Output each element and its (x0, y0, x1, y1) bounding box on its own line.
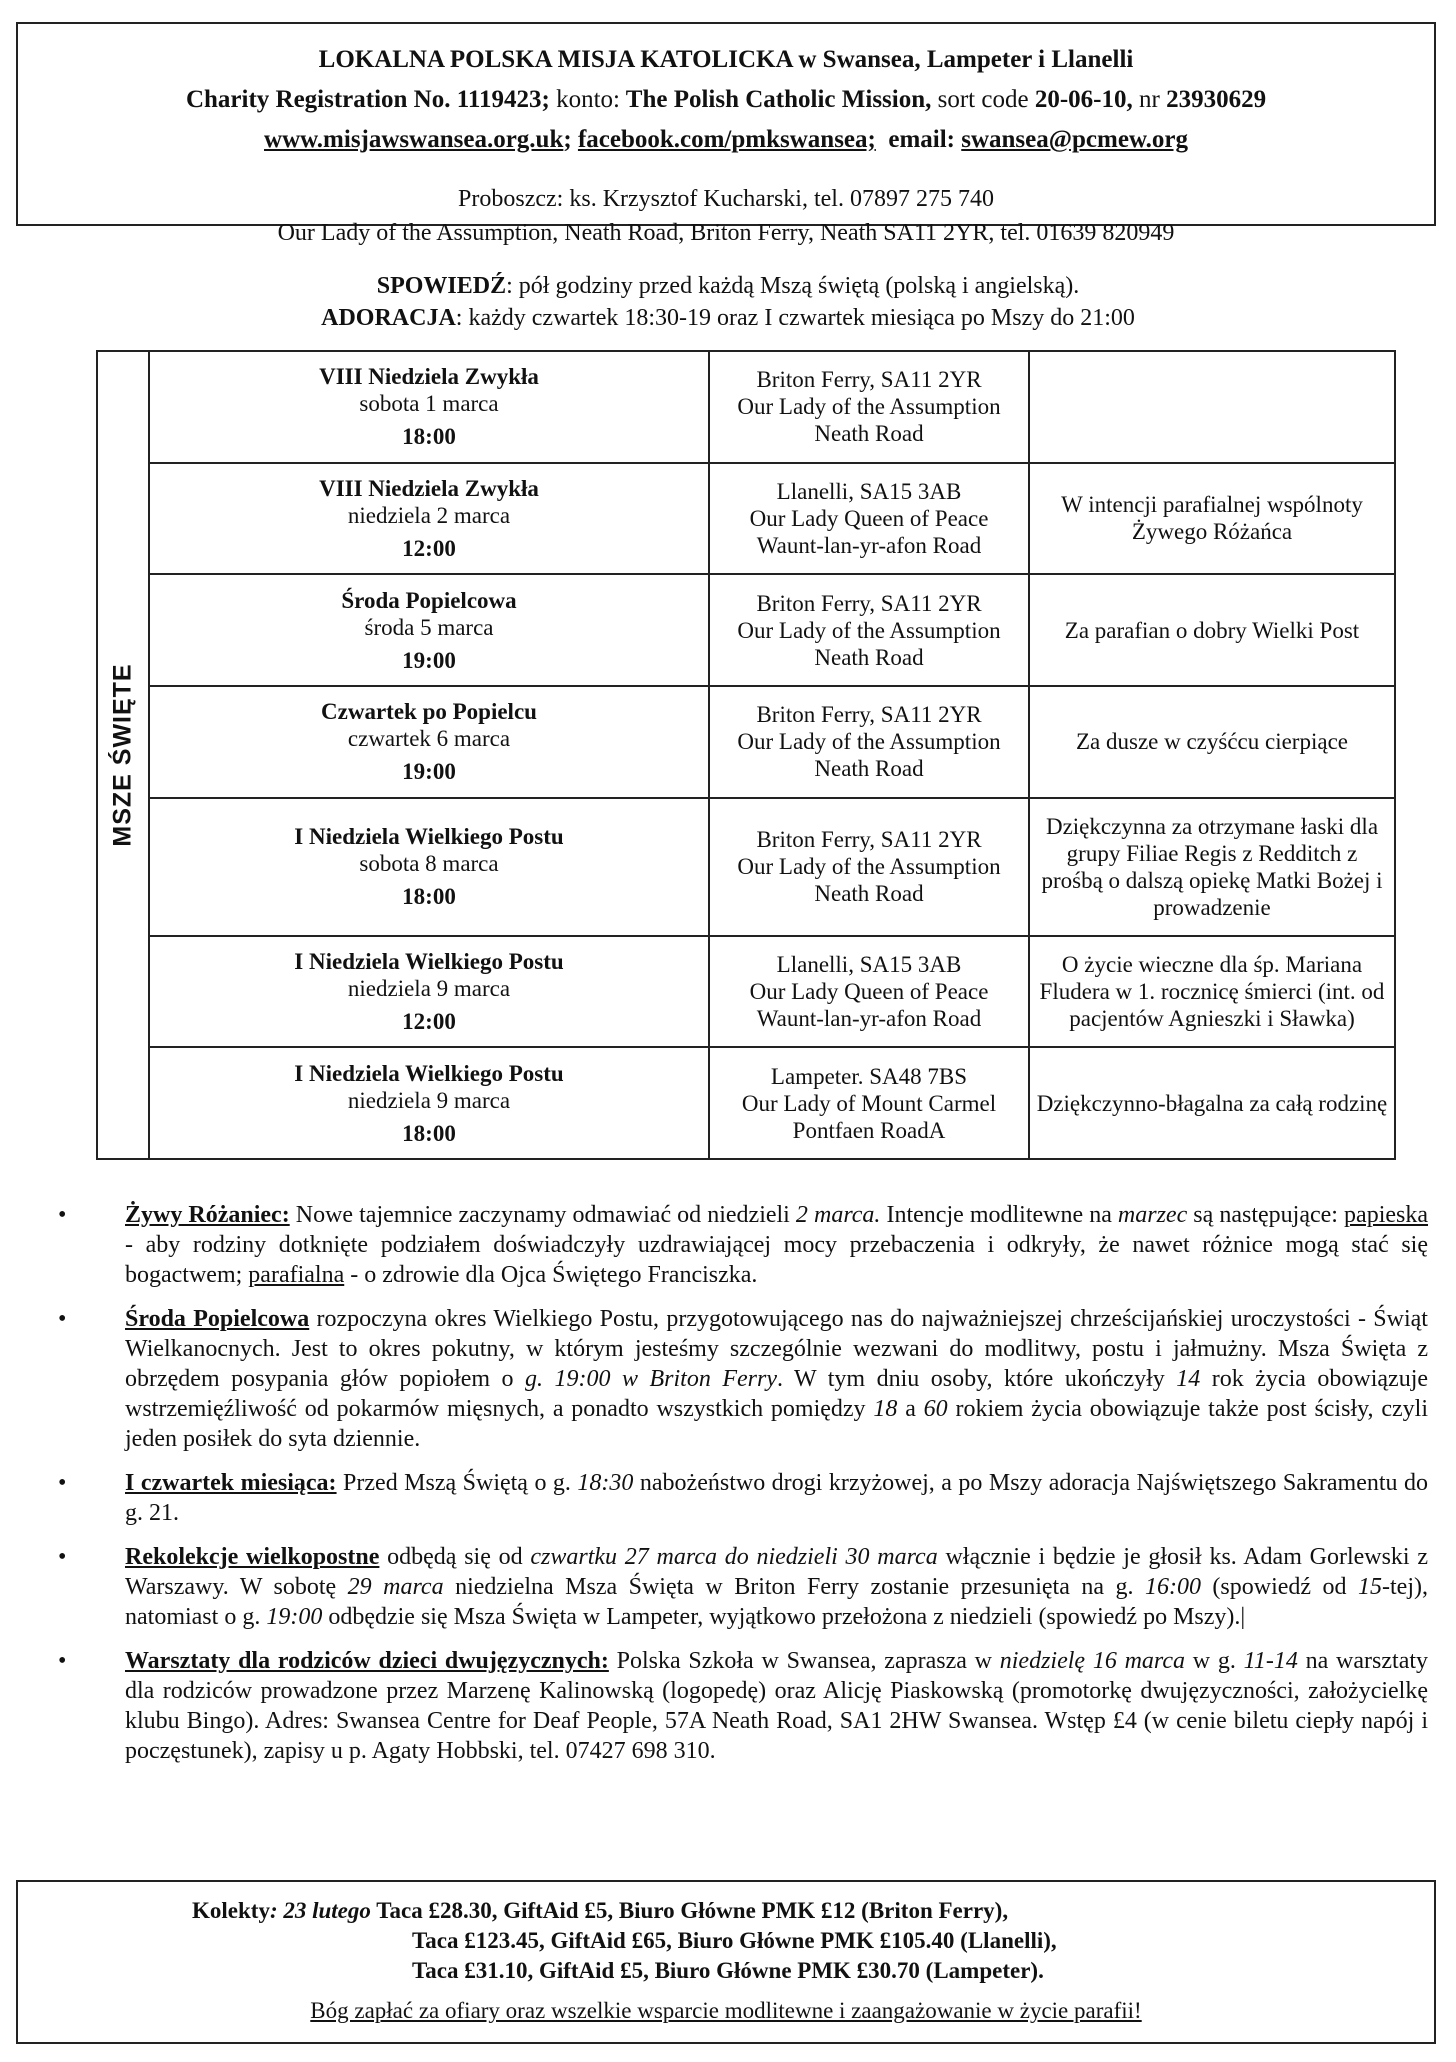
mass-intention-cell (1029, 798, 1395, 936)
notice-underline: papieska (1344, 1202, 1429, 1228)
sort-code: 20-06-10, (1034, 86, 1133, 113)
notice-text: w g. (1185, 1648, 1244, 1674)
header-box (16, 22, 1436, 246)
bullet-dot: • (58, 1202, 67, 1228)
table-row (97, 686, 1395, 798)
mass-intention-cell (1029, 686, 1395, 798)
masses-side-label: MSZE ŚWIĘTE (108, 663, 137, 847)
collections-box (16, 1880, 1436, 2044)
thanks-note: Bóg zapłać za ofiary oraz wszelkie wsparcie modlitewne i zaangażowanie w życie parafii! (310, 1998, 1142, 2023)
notice-emphasis: 60 (923, 1396, 948, 1422)
notice-emphasis: 16:00 (1144, 1574, 1201, 1600)
location-road: Neath Road (814, 644, 924, 670)
location-road: Pontfaen RoadA (792, 1117, 946, 1143)
notice-text: na warsztaty dla rodziców prowadzone przez Marzenę Kalinowską (logopedę) oraz Alicję Piaskowską (promotorkę dwujęzyczności, założycielkę klubu Bingo). Adres: Swansea Centre for Deaf People, 57A Neath Road, SA1 2HW Swansea. Wstęp £4 (w cenie biletu ciepły napój i poczęstunek), zapisy u p. Agaty Hobbski, tel. 07427 698 310. (125, 1648, 1429, 1764)
location-line: Briton Ferry, SA11 2YR (756, 827, 982, 853)
bullet-dot: • (58, 1648, 67, 1674)
mass-date: niedziela 9 marca (347, 1087, 511, 1113)
mass-intention: Za parafian o dobry Wielki Post (1064, 617, 1360, 643)
notice-emphasis: 19:00 (266, 1604, 323, 1630)
charity-line (18, 80, 1434, 120)
mass-date: sobota 8 marca (359, 851, 499, 877)
notice-underline: parafialna (248, 1262, 345, 1288)
mass-date-cell (149, 686, 709, 798)
location-road: Waunt-lan-yr-afon Road (756, 532, 982, 558)
notice-text: Przed Mszą Świętą o g. (336, 1470, 578, 1496)
mass-date-cell (149, 936, 709, 1048)
notice-heading: Rekolekcje wielkopostne (125, 1544, 380, 1570)
collections-llanelli: Taca £123.45, GiftAid £65, Biuro Główne PMK £105.40 (Llanelli), (412, 1928, 1057, 1953)
mass-name: VIII Niedziela Zwykła (319, 475, 539, 501)
collections-line-1 (192, 1896, 1008, 1926)
location-line: Llanelli, SA15 3AB (776, 951, 962, 977)
mass-name: I Niedziela Wielkiego Postu (294, 1060, 564, 1086)
notice-heading: Warsztaty dla rodziców dzieci dwujęzycznych: (125, 1648, 609, 1674)
mission-title: LOKALNA POLSKA MISJA KATOLICKA w Swansea, Lampeter i Llanelli (318, 46, 1134, 73)
mass-date-cell (149, 351, 709, 463)
location-church: Our Lady of the Assumption (737, 729, 1001, 755)
mass-intention: W intencji parafialnej wspólnoty Żywego Różańca (1061, 492, 1363, 545)
mass-intention-cell (1029, 936, 1395, 1048)
table-row (97, 1047, 1395, 1159)
location-line: Briton Ferry, SA11 2YR (756, 367, 982, 393)
mass-intention: Dziękczynno-błagalna za całą rodzinę (1036, 1090, 1388, 1116)
adoration-text: : każdy czwartek 18:30-19 oraz I czwartek miesiąca po Mszy do 21:00 (455, 305, 1135, 331)
notice-heading: I czwartek miesiąca: (125, 1470, 337, 1496)
confession-adoration (0, 270, 1456, 334)
mass-location-cell (709, 1047, 1029, 1159)
adoration-label: ADORACJA (321, 305, 456, 331)
location-line: Lampeter. SA48 7BS (770, 1063, 968, 1089)
mass-intention-cell (1029, 351, 1395, 463)
email-link[interactable]: swansea@pcmew.org (961, 126, 1188, 153)
notice-rosary (52, 1200, 1428, 1290)
table-row (97, 936, 1395, 1048)
location-church: Our Lady of Mount Carmel (741, 1090, 997, 1116)
notice-emphasis: 2 marca. (795, 1202, 881, 1228)
confession-text: : pół godziny przed każdą Mszą świętą (polską i angielską). (506, 273, 1080, 299)
location-road: Neath Road (814, 881, 924, 907)
notice-text: (spowiedź od (1200, 1574, 1359, 1600)
mass-intention-cell (1029, 1047, 1395, 1159)
mass-location-cell (709, 574, 1029, 686)
parish-address: Our Lady of the Assumption, Neath Road, Briton Ferry, Neath SA11 2YR, tel. 01639 820949 (277, 220, 1175, 246)
location-road: Waunt-lan-yr-afon Road (756, 1005, 982, 1031)
mass-location-cell (709, 351, 1029, 463)
mass-name: Czwartek po Popielcu (321, 699, 537, 725)
notice-text: -tej), natomiast o g. (125, 1574, 1428, 1630)
account-name: The Polish Catholic Mission, (625, 86, 932, 113)
collections-briton-ferry: Taca £28.30, GiftAid £5, Biuro Główne PMK £12 (Briton Ferry), (376, 1898, 1009, 1923)
mass-date: niedziela 2 marca (347, 502, 511, 528)
notice-heading: Żywy Różaniec: (125, 1202, 290, 1228)
notice-text: . W tym dniu osoby, które ukończyły (777, 1366, 1177, 1392)
location-church: Our Lady of the Assumption (737, 394, 1001, 420)
notice-text: rozpoczyna okres Wielkiego Postu, przygotowującego nas do najważniejszej chrześcijańskiej uroczystości - Świąt Wielkanocnych. Jest to okres pokutny, w którym jesteśmy szczególnie wezwani do modlitwy, postu i jałmużny. Msza Święta z obrzędem posypania głów popiołem o (125, 1306, 1428, 1392)
notice-text: Polska Szkoła w Swansea, zaprasza w (608, 1648, 1000, 1674)
notice-emphasis: 18:30 (577, 1470, 634, 1496)
mass-schedule-table (96, 350, 1396, 1160)
mass-time: 18:00 (402, 884, 456, 910)
mass-time: 18:00 (402, 424, 456, 450)
side-label-cell (97, 351, 149, 1159)
notice-text: a (897, 1396, 924, 1422)
facebook-link[interactable]: facebook.com/pmkswansea; (577, 126, 876, 153)
location-line: Llanelli, SA15 3AB (776, 478, 962, 504)
location-church: Our Lady of the Assumption (737, 617, 1001, 643)
notice-text: rok życia obowiązuje wstrzemięźliwość od pokarmów mięsnych, a ponadto wszystkich pomiędzy (125, 1366, 1429, 1422)
notice-emphasis: marzec (1117, 1202, 1188, 1228)
mass-name: VIII Niedziela Zwykła (319, 364, 539, 390)
website-link[interactable]: www.misjawswansea.org.uk (264, 126, 564, 153)
notice-emphasis: czwartku 27 marca do niedzieli 30 marca (530, 1544, 938, 1570)
notice-emphasis: 14 (1176, 1366, 1201, 1392)
mass-intention-cell (1029, 574, 1395, 686)
nr-label: nr (1138, 86, 1160, 113)
account-number: 23930629 (1166, 86, 1267, 113)
confession-label: SPOWIEDŹ (376, 273, 507, 299)
notice-ash-wednesday (52, 1304, 1428, 1454)
konto-label: konto: (556, 86, 620, 113)
table-row (97, 351, 1395, 463)
mass-name: I Niedziela Wielkiego Postu (294, 824, 564, 850)
confession-line (0, 270, 1456, 302)
notices-list (52, 1200, 1428, 1780)
email-label: email: (888, 126, 955, 153)
priest-info: Proboszcz: ks. Krzysztof Kucharski, tel. 07897 275 740 (458, 186, 994, 212)
bullet-dot: • (58, 1306, 67, 1332)
notice-text: - aby rodziny dotknięte podziałem doświadczyły uzdrawiającej mocy przebaczenia i odkryły, że nawet różnice mogą stać się bogactwem; (125, 1232, 1428, 1288)
notice-workshop (52, 1646, 1428, 1766)
notice-text: odbędą się od (379, 1544, 531, 1570)
adoration-line (0, 302, 1456, 334)
mass-time: 12:00 (402, 1008, 456, 1034)
charity-registration: Charity Registration No. 1119423; (185, 86, 550, 113)
mass-location-cell (709, 686, 1029, 798)
mass-name: I Niedziela Wielkiego Postu (294, 948, 564, 974)
notice-emphasis: niedzielę 16 marca (999, 1648, 1186, 1674)
table-row (97, 463, 1395, 575)
table-row (97, 798, 1395, 936)
notice-emphasis: 15 (1358, 1574, 1383, 1600)
mass-name: Środa Popielcowa (341, 587, 517, 613)
location-road: Neath Road (814, 756, 924, 782)
notice-heading: Środa Popielcowa (125, 1306, 310, 1332)
sort-code-label: sort code (937, 86, 1029, 113)
mass-location-cell (709, 798, 1029, 936)
table-row (97, 574, 1395, 686)
mass-location-cell (709, 463, 1029, 575)
notice-text: - o zdrowie dla Ojca Świętego Franciszka. (344, 1262, 758, 1288)
mass-intention: O życie wieczne dla śp. Mariana Fludera w 1. rocznicę śmierci (int. od pacjentów Agnieszki i Sławka) (1039, 951, 1385, 1031)
notice-emphasis: 29 marca (347, 1574, 444, 1600)
notice-text: włącznie i będzie je głosił ks. Adam Gorlewski z Warszawy. W sobotę (125, 1544, 1429, 1600)
notice-emphasis: g. 19:00 w Briton Ferry (525, 1366, 777, 1392)
notice-emphasis: 18 (873, 1396, 898, 1422)
notice-lenten-retreat (52, 1542, 1428, 1632)
notice-emphasis: 11-14 (1243, 1648, 1298, 1674)
notice-text: odbędzie się Msza Święta w Lampeter, wyjątkowo przełożona z niedzieli (spowiedź po Mszy).| (322, 1604, 1246, 1630)
location-church: Our Lady Queen of Peace (749, 978, 989, 1004)
notice-text: niedzielna Msza Święta w Briton Ferry zostanie przesunięta na g. (443, 1574, 1145, 1600)
mass-intention: Za dusze w czyśćcu cierpiące (1075, 729, 1348, 755)
location-church: Our Lady of the Assumption (737, 854, 1001, 880)
notice-text: nabożeństwo drogi krzyżowej, a po Mszy adoracja Najświętszego Sakramentu do g. 21. (125, 1470, 1429, 1526)
notice-first-thursday (52, 1468, 1428, 1528)
location-church: Our Lady Queen of Peace (749, 505, 989, 531)
bullet-dot: • (58, 1470, 67, 1496)
mass-time: 19:00 (402, 759, 456, 785)
mass-intention-cell (1029, 463, 1395, 575)
mass-time: 12:00 (402, 535, 456, 561)
mass-time: 19:00 (402, 647, 456, 673)
location-line: Briton Ferry, SA11 2YR (756, 590, 982, 616)
mass-date-cell (149, 574, 709, 686)
location-line: Briton Ferry, SA11 2YR (756, 702, 982, 728)
mass-date: niedziela 9 marca (347, 975, 511, 1001)
location-road: Neath Road (814, 421, 924, 447)
mass-time: 18:00 (402, 1120, 456, 1146)
notice-text: są następujące: (1187, 1202, 1345, 1228)
mass-date-cell (149, 1047, 709, 1159)
mass-date: sobota 1 marca (359, 391, 499, 417)
mass-date-cell (149, 798, 709, 936)
mass-intention: Dziękczynna za otrzymane łaski dla grupy Filiae Regis z Redditch z prośbą o dalszą opiekę Matki Bożej i prowadzenie (1041, 813, 1383, 920)
notice-text: rokiem życia obowiązuje także post ścisły, czyli jeden posiłek do syta dziennie. (125, 1396, 1429, 1452)
collections-label: Kolekty (192, 1898, 270, 1923)
mass-date-cell (149, 463, 709, 575)
bullet-dot: • (58, 1544, 67, 1570)
notice-text: Nowe tajemnice zaczynamy odmawiać od niedzieli (289, 1202, 796, 1228)
collections-date: : 23 lutego (269, 1898, 371, 1923)
mass-location-cell (709, 936, 1029, 1048)
collections-lampeter: Taca £31.10, GiftAid £5, Biuro Główne PMK £30.70 (Lampeter). (412, 1958, 1044, 1983)
mass-date: środa 5 marca (364, 614, 494, 640)
contact-line: www.misjawswansea.org.uk; facebook.com/pmkswansea; email: swansea@pcmew.org (264, 126, 1188, 153)
notice-text: Intencje modlitewne na (880, 1202, 1118, 1228)
mass-date: czwartek 6 marca (347, 726, 511, 752)
